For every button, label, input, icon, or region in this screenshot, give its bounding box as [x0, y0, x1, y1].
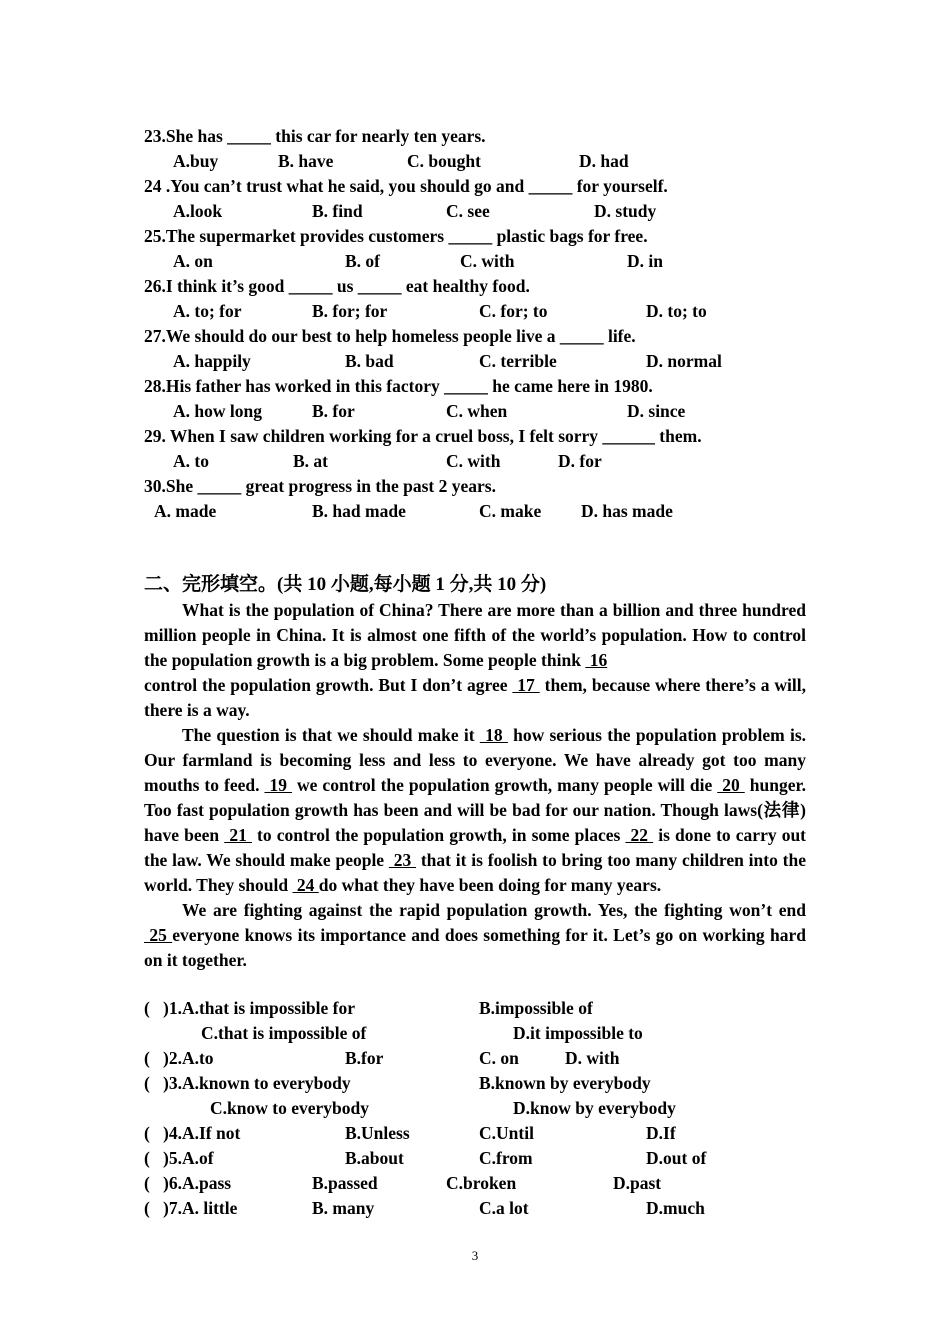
- question-24-stem: 24 .You can’t trust what he said, you should go and _____ for yourself.: [144, 176, 668, 196]
- question-26-option-c: C. for; to: [479, 301, 548, 321]
- section-heading: 二、完形填空。(共 10 小题,每小题 1 分,共 10 分): [144, 574, 547, 595]
- question-24-option-a: A.look: [173, 201, 223, 221]
- cloze-1-option-c: C.that is impossible of: [201, 1023, 367, 1043]
- question-23-option-c: C. bought: [407, 151, 481, 171]
- cloze-7-option-c: C.a lot: [479, 1198, 529, 1218]
- question-29-option-a: A. to: [173, 451, 209, 471]
- cloze-4-option-c: C.Until: [479, 1123, 534, 1143]
- cloze-3-option-a: )3.A.known to everybody: [163, 1073, 351, 1093]
- cloze-6-paren: (: [144, 1173, 150, 1193]
- question-26-stem: 26.I think it’s good _____ us _____ eat healthy food.: [144, 276, 530, 296]
- question-26-option-a: A. to; for: [173, 301, 242, 321]
- question-27-option-d: D. normal: [646, 351, 722, 371]
- cloze-2-option-b: B.for: [345, 1048, 384, 1068]
- cloze-6-option-d: D.past: [613, 1173, 662, 1193]
- cloze-3-option-b: B.known by everybody: [479, 1073, 651, 1093]
- passage-paragraph-2: The question is that we should make it 18 how serious the population problem is. Our farmland is becoming less and less to everyone. We have already got too many mouths to feed. 19 we control the population growth, many people will die 20 hunger. Too fast population growth has been and will be bad for our nation. Though laws(法律) have been 21 to control the population growth, in some places 22 is done to carry out the law. We should make people 23 that it is foolish to bring too many children into the world. They should 24 do what they have been doing for many years.: [144, 725, 807, 895]
- blank-21: 21: [224, 825, 252, 845]
- passage-paragraph-1: What is the population of China? There are more than a billion and three hundred million people in China. It is almost one fifth of the world’s population. How to control the population growth is a big problem. Some people think 16 control the population growth. But I don’t agree 17 them, because where there’s a will, there is a way.: [144, 600, 807, 720]
- cloze-1-option-b: B.impossible of: [479, 998, 593, 1018]
- cloze-1-paren: (: [144, 998, 150, 1018]
- question-28-option-b: B. for: [312, 401, 355, 421]
- cloze-4-option-a: )4.A.If not: [163, 1123, 241, 1143]
- question-25-option-c: C. with: [460, 251, 515, 271]
- question-29-option-c: C. with: [446, 451, 501, 471]
- cloze-2-paren: (: [144, 1048, 150, 1068]
- question-26-option-d: D. to; to: [646, 301, 707, 321]
- cloze-4-paren: (: [144, 1123, 150, 1143]
- cloze-3-option-c: C.know to everybody: [210, 1098, 369, 1118]
- cloze-7-option-b: B. many: [312, 1198, 375, 1218]
- cloze-6-option-c: C.broken: [446, 1173, 517, 1193]
- question-24-option-b: B. find: [312, 201, 363, 221]
- cloze-5-option-c: C.from: [479, 1148, 533, 1168]
- question-24-option-d: D. study: [594, 201, 657, 221]
- cloze-2-option-d: D. with: [565, 1048, 620, 1068]
- cloze-5-paren: (: [144, 1148, 150, 1168]
- blank-25: 25: [144, 925, 173, 945]
- question-30-option-a: A. made: [154, 501, 217, 521]
- question-30-option-d: D. has made: [581, 501, 673, 521]
- question-27-option-c: C. terrible: [479, 351, 557, 371]
- cloze-1-option-d: D.it impossible to: [513, 1023, 643, 1043]
- question-25-stem: 25.The supermarket provides customers _____ plastic bags for free.: [144, 226, 648, 246]
- question-29-option-b: B. at: [293, 451, 328, 471]
- cloze-6-option-a: )6.A.pass: [163, 1173, 232, 1193]
- cloze-6-option-b: B.passed: [312, 1173, 378, 1193]
- blank-16: 16: [585, 650, 608, 670]
- cloze-2-option-c: C. on: [479, 1048, 519, 1068]
- question-28-option-a: A. how long: [173, 401, 262, 421]
- question-25-option-b: B. of: [345, 251, 380, 271]
- cloze-7-option-a: )7.A. little: [163, 1198, 238, 1218]
- blank-22: 22: [625, 825, 654, 845]
- blank-23: 23: [388, 850, 417, 870]
- question-23-option-d: D. had: [579, 151, 629, 171]
- question-28-stem: 28.His father has worked in this factory _____ he came here in 1980.: [144, 376, 653, 396]
- cloze-4-option-d: D.If: [646, 1123, 676, 1143]
- blank-18: 18: [479, 725, 508, 745]
- cloze-3-paren: (: [144, 1073, 150, 1093]
- question-28-option-d: D. since: [627, 401, 686, 421]
- question-25-option-a: A. on: [173, 251, 213, 271]
- cloze-4-option-b: B.Unless: [345, 1123, 410, 1143]
- cloze-5-option-a: )5.A.of: [163, 1148, 214, 1168]
- question-23-stem: 23.She has _____ this car for nearly ten years.: [144, 126, 486, 146]
- cloze-7-option-d: D.much: [646, 1198, 705, 1218]
- cloze-1-option-a: )1.A.that is impossible for: [163, 998, 356, 1018]
- cloze-3-option-d: D.know by everybody: [513, 1098, 676, 1118]
- question-25-option-d: D. in: [627, 251, 663, 271]
- question-30-option-c: C. make: [479, 501, 542, 521]
- question-30-option-b: B. had made: [312, 501, 406, 521]
- cloze-7-paren: (: [144, 1198, 150, 1218]
- question-27-stem: 27.We should do our best to help homeless people live a _____ life.: [144, 326, 636, 346]
- question-27-option-b: B. bad: [345, 351, 394, 371]
- question-29-stem: 29. When I saw children working for a cruel boss, I felt sorry ______ them.: [144, 426, 702, 446]
- blank-17: 17: [512, 675, 540, 695]
- blank-19: 19: [264, 775, 293, 795]
- cloze-5-option-b: B.about: [345, 1148, 404, 1168]
- question-29-option-d: D. for: [558, 451, 602, 471]
- question-30-stem: 30.She _____ great progress in the past 2 years.: [144, 476, 496, 496]
- question-24-option-c: C. see: [446, 201, 490, 221]
- question-28-option-c: C. when: [446, 401, 508, 421]
- blank-24: 24: [292, 875, 319, 895]
- page-number: 3: [471, 1248, 479, 1263]
- cloze-5-option-d: D.out of: [646, 1148, 707, 1168]
- question-26-option-b: B. for; for: [312, 301, 388, 321]
- question-23-option-b: B. have: [278, 151, 334, 171]
- question-27-option-a: A. happily: [173, 351, 251, 371]
- cloze-passage: [144, 598, 806, 973]
- question-23-option-a: A.buy: [173, 151, 219, 171]
- cloze-2-option-a: )2.A.to: [163, 1048, 214, 1068]
- passage-paragraph-3: We are fighting against the rapid population growth. Yes, the fighting won’t end 25 everyone knows its importance and does something for it. Let’s go on working hard on it together.: [144, 900, 806, 970]
- blank-20: 20: [717, 775, 745, 795]
